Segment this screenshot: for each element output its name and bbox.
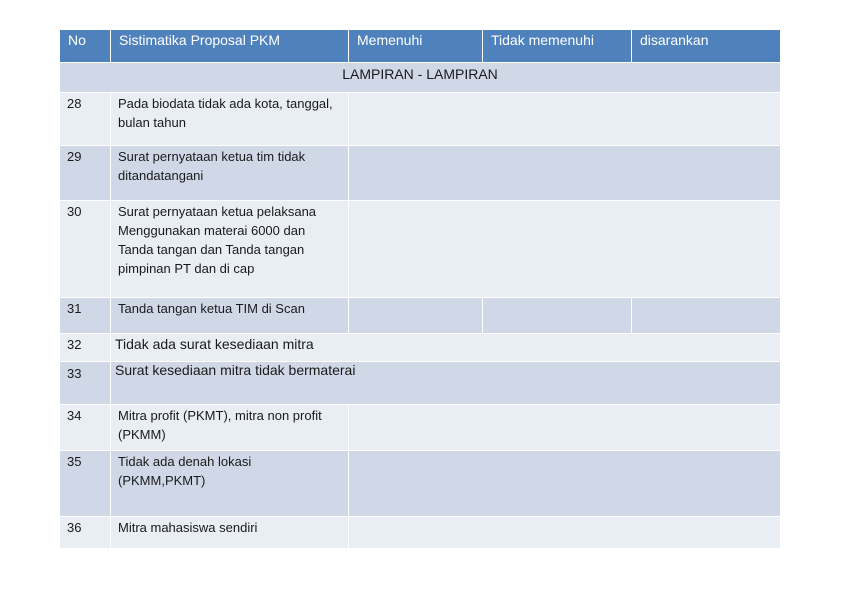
meets-cell [349,298,482,333]
row-number: 36 [60,517,110,548]
row-evaluation-cell [349,517,780,548]
suggested-cell [632,298,780,333]
row-description: Tidak ada surat kesediaan mitra [115,336,314,352]
row-evaluation-cell [349,451,780,516]
header-meets: Memenuhi [349,30,482,62]
row-description: Tidak ada denah lokasi (PKMM,PKMT) [111,451,348,516]
header-systematics: Sistimatika Proposal PKM [111,30,348,62]
section-title: LAMPIRAN - LAMPIRAN [60,63,780,92]
row-evaluation-cell [349,405,780,450]
row-number: 35 [60,451,110,516]
row-description: Mitra profit (PKMT), mitra non profit (PKMM) [111,405,348,450]
header-suggested: disarankan [632,30,780,62]
row-description: Pada biodata tidak ada kota, tanggal, bulan tahun [111,93,348,145]
row-evaluation-cell [349,93,780,145]
row-number: 32 [60,334,110,361]
row-description: Surat pernyataan ketua tim tidak ditandatangani [111,146,348,200]
row-number: 29 [60,146,110,200]
header-no: No [60,30,110,62]
row-evaluation-cell [349,146,780,200]
row-description: Mitra mahasiswa sendiri [111,517,348,548]
row-number: 31 [60,298,110,333]
row-number: 28 [60,93,110,145]
not-meets-cell [483,298,631,333]
row-description: Surat kesediaan mitra tidak bermaterai [115,362,356,378]
row-number: 34 [60,405,110,450]
row-evaluation-cell [349,201,780,297]
row-number: 30 [60,201,110,297]
row-description: Surat pernyataan ketua pelaksana Menggunakan materai 6000 dan Tanda tangan dan Tanda tangan pimpinan PT dan di cap [111,201,348,297]
header-not-meets: Tidak memenuhi [483,30,631,62]
row-description: Tanda tangan ketua TIM di Scan [111,298,348,333]
row-number: 33 [60,362,110,404]
